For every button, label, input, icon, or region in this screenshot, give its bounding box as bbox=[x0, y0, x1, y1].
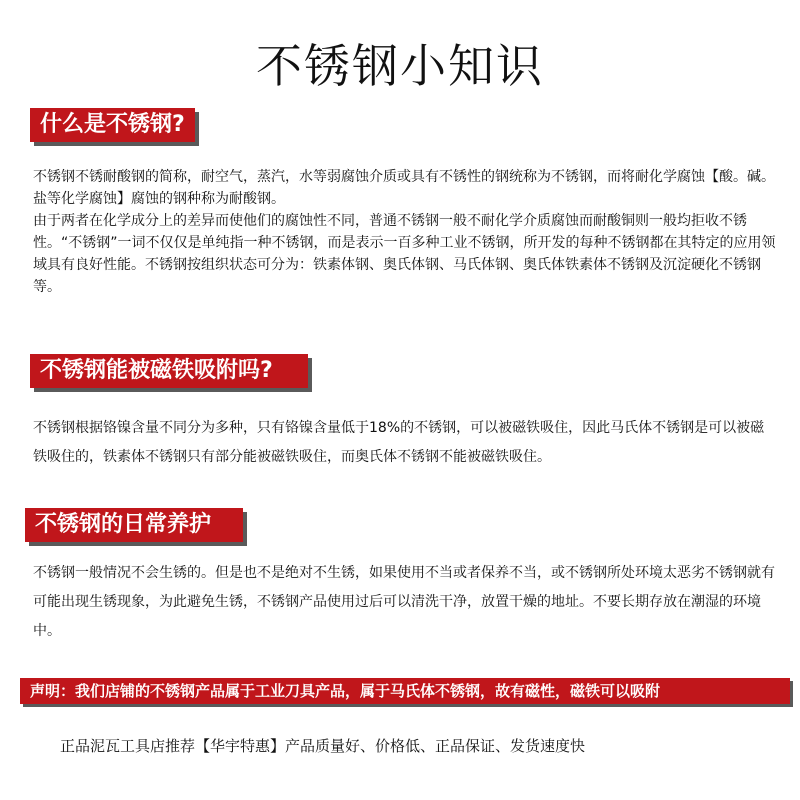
section-body-care bbox=[33, 559, 778, 646]
section-heading-what-is: 什么是不锈钢? bbox=[30, 108, 195, 142]
paragraph: 不锈钢一般情况不会生锈的。但是也不是绝对不生锈，如果使用不当或者保养不当，或不锈钢所处环境太恶劣不锈钢就有可能出现生锈现象，为此避免生锈，不锈钢产品使用过后可以清洗干净，放置干燥的地址。不要长期存放在潮湿的环境中。 bbox=[33, 565, 775, 639]
section-body-what-is bbox=[33, 166, 778, 298]
section-body-magnet bbox=[33, 414, 778, 472]
paragraph: 由于两者在化学成分上的差异而使他们的腐蚀性不同，普通不锈钢一般不耐化学介质腐蚀而耐酸铜则一般均拒收不锈性。“不锈钢”一词不仅仅是单纯指一种不锈钢，而是表示一百多种工业不锈钢，所开发的每种不锈钢都在其特定的应用领域具有良好性能。不锈钢按组织状态可分为：铁素体钢、奥氏体钢、马氏体钢、奥氏体铁素体不锈钢及沉淀硬化不锈钢等。 bbox=[33, 213, 776, 295]
section-heading-magnet: 不锈钢能被磁铁吸附吗? bbox=[30, 354, 308, 388]
page-title: 不锈钢小知识 bbox=[256, 39, 544, 93]
paragraph: 不锈钢根据铬镍含量不同分为多种，只有铬镍含量低于18%的不锈钢，可以被磁铁吸住，因此马氏体不锈钢是可以被磁铁吸住的，铁素体不锈钢只有部分能被磁铁吸住，而奥氏体不锈钢不能被磁铁吸住。 bbox=[33, 420, 765, 465]
section-heading-care: 不锈钢的日常养护 bbox=[25, 508, 243, 542]
paragraph: 不锈钢不锈耐酸钢的简称，耐空气，蒸汽，水等弱腐蚀介质或具有不锈性的钢统称为不锈钢，而将耐化学腐蚀【酸。碱。盐等化学腐蚀】腐蚀的钢种称为耐酸钢。 bbox=[33, 169, 775, 207]
notice-banner: 声明：我们店铺的不锈钢产品属于工业刀具产品，属于马氏体不锈钢，故有磁性，磁铁可以吸附 bbox=[20, 678, 790, 704]
footer-recommendation: 正品泥瓦工具店推荐【华宇特惠】产品质量好、价格低、正品保证、发货速度快 bbox=[60, 737, 586, 755]
